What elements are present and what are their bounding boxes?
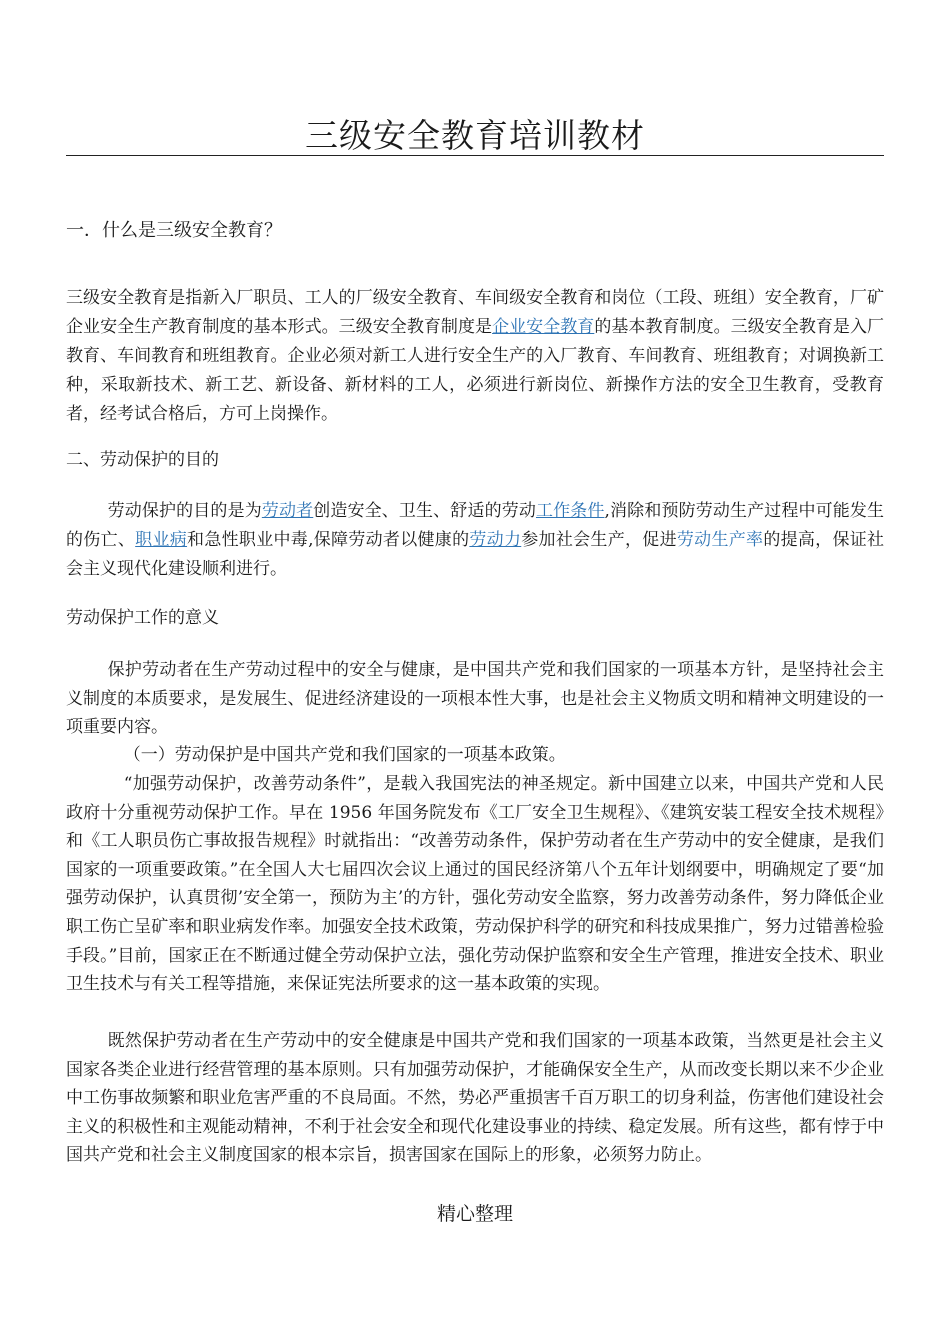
document-title: 三级安全教育培训教材 bbox=[305, 116, 645, 155]
paragraph-text: 和急性职业中毒,保障劳动者以健康的 bbox=[187, 530, 470, 550]
paragraph-text: 创造安全、卫生、舒适的劳动 bbox=[313, 501, 536, 521]
link-labor-productivity[interactable]: 劳动生产率 bbox=[676, 530, 764, 550]
paragraph-text: 的提高，保证社会主义现代化建设顺利进行。 bbox=[66, 530, 885, 579]
link-occupational-disease[interactable]: 职业病 bbox=[135, 530, 188, 550]
paragraph-significance: 保护劳动者在生产劳动过程中的安全与健康，是中国共产党和我们国家的一项基本方针，是坚持社会主义制度的本质要求，是发展生、促进经济建设的一项根本性大事，也是社会主义物质文明和精神文明建设的一项重要内容。 bbox=[66, 660, 884, 738]
link-laborer[interactable]: 劳动者 bbox=[261, 501, 314, 521]
page-footer: 精心整理 bbox=[436, 1203, 513, 1225]
paragraph-constitution: “加强劳动保护，改善劳动条件”，是载入我国宪法的神圣规定。新中国建立以来，中国共产党和人民政府十分重视劳动保护工作。早在 1956 年国务院发布《工厂安全卫生规程》、《建筑安装工程安全技术规程》和《工人职员伤亡事故报告规程》时就指出：“改善劳动条件，保护劳动者在生产劳动中的安全健康，是我们国家的一项重要政策。”在全国人大七届四次会议上通过的国民经济第八个五年计划纲要中，明确规定了要“加强劳动保护，认真贯彻’安全第一，预防为主’的方针，强化劳动安全监察，努力改善劳动条件，努力降低企业职工伤亡呈矿率和职业病发作率。加强安全技术政策，劳动保护科学的研究和科技成果推广，努力过错善检验手段。”目前，国家正在不断通过健全劳动保护立法，强化劳动保护监察和安全生产管理，推进安全技术、职业卫生技术与有关工程等措施，来保证宪法所要求的这一基本政策的实现。 bbox=[66, 774, 884, 995]
section-heading-significance: 劳动保护工作的意义 bbox=[66, 608, 219, 628]
link-labor-force[interactable]: 劳动力 bbox=[469, 530, 522, 550]
link-working-conditions[interactable]: 工作条件 bbox=[535, 501, 605, 521]
paragraph-text: 参加社会生产，促进 bbox=[521, 530, 677, 550]
link-enterprise-safety-education[interactable]: 企业安全教育 bbox=[492, 317, 595, 337]
paragraph-text: 的基本教育制度。三级安全教育是入厂教育、车间教育和班组教育。企业必须对新工人进行安全生产的入厂教育、车间教育、班组教育；对调换新工种，采取新技术、新工艺、新设备、新材料的工人，必须进行新岗位、新操作方法的安全卫生教育，受教育者，经考试合格后，方可上岗操作。 bbox=[66, 317, 885, 424]
paragraph-text: ,消除和预防劳动生产过程中可能发生的伤亡、 bbox=[66, 501, 885, 550]
paragraph-labor-protection-purpose bbox=[66, 497, 884, 584]
paragraph-three-level-education bbox=[66, 284, 884, 429]
paragraph-text: 劳动保护的目的是为 bbox=[107, 501, 262, 521]
paragraph-text: 三级安全教育是指新入厂职员、工人的厂级安全教育、车间级安全教育和岗位（工段、班组）安全教育，厂矿企业安全生产教育制度的基本形式。三级安全教育制度是 bbox=[66, 288, 884, 337]
title-underline bbox=[66, 155, 884, 156]
section-heading-what-is: 一．什么是三级安全教育？ bbox=[66, 220, 282, 241]
paragraph-management-principle: 既然保护劳动者在生产劳动中的安全健康是中国共产党和我们国家的一项基本政策，当然更是社会主义国家各类企业进行经营管理的基本原则。只有加强劳动保护，才能确保安全生产，从而改变长期以来不少企业中工伤事故频繁和职业危害严重的不良局面。不然，势必严重损害千百万职工的切身利益，伤害他们建设社会主义的积极性和主观能动精神，不利于社会安全和现代化建设事业的持续、稳定发展。所有这些，都有悖于中国共产党和社会主义制度国家的根本宗旨，损害国家在国际上的形象，必须努力防止。 bbox=[66, 1031, 884, 1166]
section-heading-purpose: 二、劳动保护的目的 bbox=[66, 450, 219, 470]
sub-heading-basic-policy: （一）劳动保护是中国共产党和我们国家的一项基本政策。 bbox=[123, 745, 566, 765]
